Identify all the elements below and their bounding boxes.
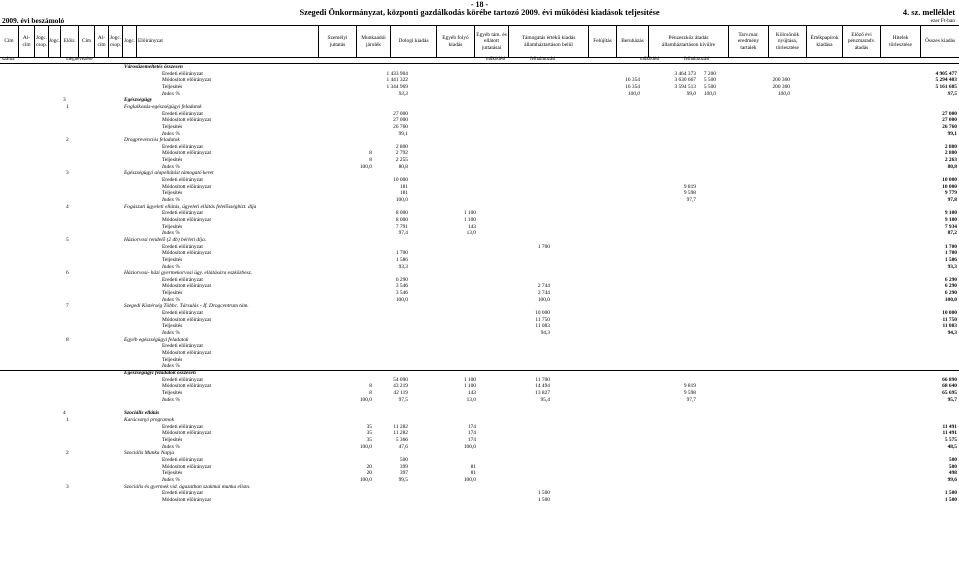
row-heading: Egészségügy [124, 97, 153, 104]
cell-tot: 9 100 [944, 210, 957, 217]
row-label: Módosított előirányzat [162, 250, 211, 257]
row-label: Módosított előirányzat [162, 283, 211, 290]
cell-egy: 81 [470, 470, 476, 477]
cell-tot: 68 640 [942, 383, 957, 390]
cell-penz: 5 500 [703, 83, 716, 90]
cell-dol: 27 000 [393, 110, 408, 117]
cell-egy: 174 [467, 423, 476, 430]
cell-mun: 8 [369, 150, 372, 157]
subheader-label: felhalmozási [684, 57, 710, 62]
row-label: Módosított előirányzat [162, 77, 211, 84]
column-header-cell: Személyi juttatás [318, 26, 356, 57]
row-label: Módosított előirányzat [162, 496, 211, 503]
cell-egy: 100,0 [463, 443, 476, 450]
row-heading: Foglalkozás-egészségügyi feladatok [124, 103, 202, 110]
cell-tot: 27 000 [942, 117, 957, 124]
cell-tar: 200 360 [772, 83, 790, 90]
cell-ell: 14 494 [535, 383, 550, 390]
cell-dol: 2 792 [395, 150, 408, 157]
cell-tot: 11 750 [942, 316, 957, 323]
row-heading: Egészségügyi alapellátást támogató keret [124, 170, 214, 177]
cell-dol: 8 000 [395, 210, 408, 217]
alcim-number: 1 [66, 417, 69, 424]
cell-egy: 143 [467, 223, 476, 230]
cell-egy: 13,0 [466, 230, 476, 237]
row-label: Módosított előirányzat [162, 316, 211, 323]
row-label: Eredeti előirányzat [162, 243, 203, 250]
row-label: Módosított előirányzat [162, 349, 211, 356]
cell-egy: 143 [467, 389, 476, 396]
cell-ell: 94,3 [540, 330, 550, 336]
cell-penz: 7 200 [703, 70, 716, 77]
cell-ell: 11 083 [535, 323, 550, 330]
cell-mun: 8 [369, 383, 372, 390]
cell-dol: 99,1 [398, 130, 408, 137]
cell-tam: 3 464 373 [674, 70, 696, 77]
cell-tot: 11 083 [942, 323, 957, 330]
alcim-number: 2 [66, 450, 69, 457]
column-header-cell: Támogatás értékű kiadás államháztartáson belül [508, 26, 588, 57]
cell-tam: 99,0 [686, 90, 696, 97]
cell-tar: 200 360 [772, 77, 790, 84]
cell-tot: 2 800 [944, 143, 957, 150]
alcim-number: 3 [66, 483, 69, 490]
row-label: Eredeti előirányzat [162, 70, 203, 77]
row-heading: Szegedi Kistérség Többc. Társulás - If. Drogcentrum tám. [124, 303, 249, 310]
cell-egy: 1 100 [463, 210, 476, 217]
cell-tot: 2 263 [944, 157, 957, 164]
cell-egy: 174 [467, 430, 476, 437]
cell-ell: 10 000 [535, 310, 550, 317]
row-label: Módosított előirányzat [162, 216, 211, 223]
row-label: Index % [162, 90, 180, 97]
row-label: Teljesítés [162, 290, 183, 297]
row-label: Teljesítés [162, 356, 183, 363]
cell-tam: 3 594 513 [674, 83, 696, 90]
alcim-number: 4 [66, 203, 69, 210]
row-heading: Háziorvosi- házi gyermekorvosi ügy. ellátására eszközbesz. [124, 270, 253, 277]
alcim-number: 2 [66, 137, 69, 144]
row-label: Módosított előirányzat [162, 183, 211, 190]
cell-tot: 6 290 [944, 276, 957, 283]
cell-dol: 47,6 [398, 443, 408, 450]
cell-dol: 100,0 [395, 197, 408, 203]
row-label: Módosított előirányzat [162, 117, 211, 124]
cell-dol: 27 000 [393, 117, 408, 124]
cim-number: 4 [63, 410, 66, 417]
row-label: Eredeti előirányzat [162, 276, 203, 283]
cell-dol: 1 586 [395, 256, 408, 263]
cell-tam: 3 630 667 [674, 77, 696, 84]
cell-szem: 1 344 969 [386, 83, 408, 90]
cell-tot: 66 890 [942, 376, 957, 383]
row-heading: Drogprevenciós feladatok [124, 137, 180, 144]
subheader-label: működési [640, 57, 660, 62]
row-label: Eredeti előirányzat [162, 110, 203, 117]
cell-tot: 2 800 [944, 150, 957, 157]
alcim-number: 3 [66, 170, 69, 177]
cell-egy: 100,0 [463, 476, 476, 483]
cell-tot: 99,1 [947, 130, 957, 137]
row-label: Módosított előirányzat [162, 150, 211, 157]
cell-dol: 11 282 [393, 430, 408, 437]
cell-tam: 97,7 [686, 197, 696, 203]
cell-tot: 6 290 [944, 283, 957, 290]
cell-tot: 7 934 [944, 223, 957, 230]
row-label: Index % [162, 363, 180, 370]
cell-dol: 500 [399, 457, 408, 463]
cell-ell: 1 500 [537, 490, 550, 497]
cell-tar: 100,0 [777, 90, 790, 97]
cell-egy: 1 100 [463, 376, 476, 383]
row-label: Index % [162, 197, 180, 203]
column-header-cell: Jogc. csop. [34, 26, 48, 57]
cell-tot: 65 695 [942, 389, 957, 396]
cell-tot: 100,0 [944, 296, 957, 303]
cim-number: 3 [63, 97, 66, 104]
row-label: Módosított előirányzat [162, 430, 211, 437]
column-header-cell: Kölcsönök nyújtása, törlesztése [768, 26, 806, 57]
cell-egy: 174 [467, 437, 476, 444]
row-label: Index % [162, 296, 180, 303]
row-label: Teljesítés [162, 470, 183, 477]
column-header-cell: Értékpapírok kiadása [806, 26, 842, 57]
cell-szem: 93,3 [398, 90, 408, 97]
cell-penz: 5 500 [703, 77, 716, 84]
row-label: Teljesítés [162, 437, 183, 444]
cell-tot: 93,3 [947, 263, 957, 270]
cell-egy: 1 100 [463, 383, 476, 390]
cell-szem: 100,0 [359, 476, 372, 483]
row-label: Teljesítés [162, 157, 183, 164]
cell-tot: 500 [948, 457, 957, 463]
column-header-cell: Egyéb tám. és ellátott juttatásai [474, 26, 508, 57]
cell-dol: 93,3 [398, 263, 408, 270]
row-label: Eredeti előirányzat [162, 490, 203, 497]
row-label: Módosított előirányzat [162, 463, 211, 470]
column-header-cell: Jogc. csop. [108, 26, 122, 57]
cell-szem: 35 [366, 430, 372, 437]
cell-szem: 35 [366, 437, 372, 444]
cell-dol: 6 290 [395, 276, 408, 283]
row-label: Teljesítés [162, 223, 183, 230]
column-header-cell: Tarv.mar. eredmény tartalék [728, 26, 768, 57]
alcim-number: 5 [66, 236, 69, 243]
cell-dol: 54 090 [393, 376, 408, 383]
row-heading: Szociális Munka Napja [124, 450, 175, 457]
cell-szem: 1 441 322 [386, 77, 408, 84]
cell-egy: 1 100 [463, 216, 476, 223]
cell-tam2: 16 354 [625, 83, 640, 90]
cell-mun: 8 [369, 157, 372, 164]
cell-tot: 10 000 [942, 177, 957, 184]
row-heading: Egészségügyi feladatok összesen [124, 369, 196, 376]
cell-szem: 20 [366, 470, 372, 477]
cell-tam2: 16 354 [625, 77, 640, 84]
cell-mun: 8 [369, 389, 372, 396]
row-label: Teljesítés [162, 83, 183, 90]
alcim-number: 8 [66, 336, 69, 343]
column-header-cell: Dologi kiadás [390, 26, 436, 57]
row-label: Eredeti előirányzat [162, 376, 203, 383]
row-heading: Háziorvosi rendelő (2 db) bérleti díja. [124, 236, 207, 243]
cell-dol: 97,5 [398, 396, 408, 403]
cell-dol: 181 [399, 183, 408, 190]
cell-ell: 1 700 [537, 243, 550, 250]
column-header-cell: Al-cím [94, 26, 108, 57]
alcim-number: 7 [66, 303, 69, 310]
column-header-cell: Pénzeszköz átadás államháztartáson kívülre [648, 26, 728, 57]
cell-dol: 5 366 [395, 437, 408, 444]
row-label: Eredeti előirányzat [162, 423, 203, 430]
cell-tot: 1 700 [944, 250, 957, 257]
cell-tam: 9 819 [683, 383, 696, 390]
row-label: Index % [162, 443, 180, 450]
cell-dol: 7 791 [395, 223, 408, 230]
cell-tot: 9 100 [944, 216, 957, 223]
cell-dol: 10 000 [393, 177, 408, 184]
cell-tam: 97,7 [686, 396, 696, 403]
cell-tot: 1 500 [944, 490, 957, 497]
cell-tot: 87,2 [947, 230, 957, 237]
cell-tot: 10 000 [942, 310, 957, 317]
column-subheader [0, 57, 959, 64]
cell-mun: 100,0 [359, 163, 372, 170]
cell-tot: 1 586 [944, 256, 957, 263]
document-title: Szegedi Önkormányzat, központi gazdálkodás körébe tartozó 2009. évi működési kiadások teljesítése [299, 8, 660, 17]
cell-dol: 97,4 [398, 230, 408, 237]
row-label: Eredeti előirányzat [162, 177, 203, 184]
alcim-number: 1 [66, 103, 69, 110]
cell-tam: 9 819 [683, 183, 696, 190]
cell-tot: 94,3 [947, 330, 957, 336]
cell-tot: 11 491 [942, 430, 957, 437]
column-header-cell: Előző évi pénzmaradv. átadás [842, 26, 880, 57]
cell-dol: 1 700 [395, 250, 408, 257]
row-label: Teljesítés [162, 256, 183, 263]
cell-ell: 2 744 [537, 290, 550, 297]
cell-tot: 500 [948, 463, 957, 470]
cell-ell: 11 700 [535, 376, 550, 383]
row-label: Teljesítés [162, 123, 183, 130]
cell-tot: 80,8 [947, 163, 957, 170]
cell-dol: 181 [399, 190, 408, 197]
cell-dol: 80,8 [398, 163, 408, 170]
cell-tot: 97,8 [947, 197, 957, 203]
cell-tot: 1 500 [944, 496, 957, 503]
cell-dol: 8 000 [395, 216, 408, 223]
cell-tot: 1 700 [944, 243, 957, 250]
row-label: Eredeti előirányzat [162, 457, 203, 463]
cell-tam: 9 598 [683, 190, 696, 197]
column-header-cell: Cím [78, 26, 94, 57]
cell-dol: 100,0 [395, 296, 408, 303]
cell-ell: 13 827 [535, 389, 550, 396]
cell-tot: 498 [948, 470, 957, 477]
cell-tot: 5 575 [944, 437, 957, 444]
column-header-cell: Összes kiadás [920, 26, 959, 57]
cell-szem: 1 433 904 [386, 70, 408, 77]
row-label: Index % [162, 396, 180, 403]
cell-ell: 11 750 [535, 316, 550, 323]
cell-tot: 10 000 [942, 183, 957, 190]
year-label: 2009. évi beszámoló [2, 16, 65, 25]
cell-egy: 13,0 [466, 396, 476, 403]
page-header [0, 0, 959, 24]
column-header-cell: Előir. [60, 26, 78, 57]
row-label: Index % [162, 330, 180, 336]
row-label: Teljesítés [162, 389, 183, 396]
row-label: Teljesítés [162, 323, 183, 330]
cell-tot: 6 290 [944, 290, 957, 297]
row-label: Eredeti előirányzat [162, 210, 203, 217]
row-heading: Szociális ellátás [124, 410, 160, 417]
cell-dol: 3 546 [395, 283, 408, 290]
cell-ell: 100,0 [537, 296, 550, 303]
cell-ell: 2 744 [537, 283, 550, 290]
row-heading: Fogászati ügyeleti ellátás, ügyeleti ellátás felelősségbizt. díja [124, 203, 257, 210]
cell-tam: 9 598 [683, 389, 696, 396]
cell-tam2: 100,0 [627, 90, 640, 97]
row-label: Index % [162, 230, 180, 237]
column-header-cell: Jogc. [48, 26, 60, 57]
subheader-label: megnevezése [66, 57, 93, 62]
cell-tot: 11 491 [942, 423, 957, 430]
cell-dol: 3 546 [395, 290, 408, 297]
cell-tot: 5 294 403 [935, 77, 957, 84]
cell-tot: 95,7 [947, 396, 957, 403]
row-label: Módosított előirányzat [162, 383, 211, 390]
cell-dol: 26 760 [393, 123, 408, 130]
cell-szem: 20 [366, 463, 372, 470]
table-row [0, 397, 959, 404]
cell-dol: 2 255 [395, 157, 408, 164]
cell-ell: 95,4 [540, 396, 550, 403]
subheader-label: működési [486, 57, 506, 62]
cell-szem: 35 [366, 423, 372, 430]
column-header-cell: Előirányzat [136, 26, 318, 57]
column-header-cell: Felújítás [588, 26, 616, 57]
column-header-cell: Munkaadói járulék [356, 26, 390, 57]
cell-egy: 81 [470, 463, 476, 470]
column-header-cell: Hitelek törlesztése [880, 26, 920, 57]
row-heading: Karácsonyi programok [124, 417, 174, 424]
subheader-label: felhalmozási [530, 57, 556, 62]
column-header-cell: Egyéb folyó kiadás [436, 26, 474, 57]
annex-label: 4. sz. melléklet [902, 8, 955, 17]
cell-tot: 5 161 685 [935, 83, 957, 90]
cell-mun: 100,0 [359, 396, 372, 403]
row-label: Teljesítés [162, 190, 183, 197]
row-label: Eredeti előirányzat [162, 310, 203, 317]
cell-szem: 100,0 [359, 443, 372, 450]
unit-label: ezer Ft-ban [930, 18, 955, 24]
cell-tot: 4 905 477 [935, 70, 957, 77]
row-label: Eredeti előirányzat [162, 143, 203, 150]
cell-dol: 11 282 [393, 423, 408, 430]
cell-dol: 2 800 [395, 143, 408, 150]
column-header-cell: Al-cím [18, 26, 34, 57]
cell-tot: 99,6 [947, 476, 957, 483]
page-number: - 18 - [470, 0, 489, 9]
cell-tot: 26 760 [942, 123, 957, 130]
cell-tot: 48,5 [947, 443, 957, 450]
row-heading: Városüzemeltetés összesen [124, 64, 183, 70]
cell-dol: 397 [399, 470, 408, 477]
cell-tot: 27 000 [942, 110, 957, 117]
row-label: Index % [162, 263, 180, 270]
row-label: Eredeti előirányzat [162, 343, 203, 350]
column-header-cell: Beruházás [616, 26, 648, 57]
cell-penz: 100,0 [703, 90, 716, 97]
column-header-cell: Cím [4, 38, 14, 45]
row-label: Index % [162, 130, 180, 137]
alcim-number: 6 [66, 270, 69, 277]
cell-tot: 9 779 [944, 190, 957, 197]
cell-dol: 399 [399, 463, 408, 470]
cell-dol: 99,5 [398, 476, 408, 483]
cell-tot: 97,5 [947, 90, 957, 97]
cell-dol: 42 119 [393, 389, 408, 396]
subheader-label: száma [2, 57, 15, 62]
row-label: Index % [162, 476, 180, 483]
table-row [0, 497, 959, 504]
cell-ell: 1 500 [537, 496, 550, 503]
cell-dol: 43 219 [393, 383, 408, 390]
column-header [0, 25, 959, 58]
row-heading: Egyéb egészségügyi feladatok [124, 336, 189, 343]
row-heading: Szociális és gyermek vid. ágazatban szakmai munka elism. [124, 483, 251, 490]
column-header-cell: Jogc. [122, 26, 136, 57]
row-label: Index % [162, 163, 180, 170]
